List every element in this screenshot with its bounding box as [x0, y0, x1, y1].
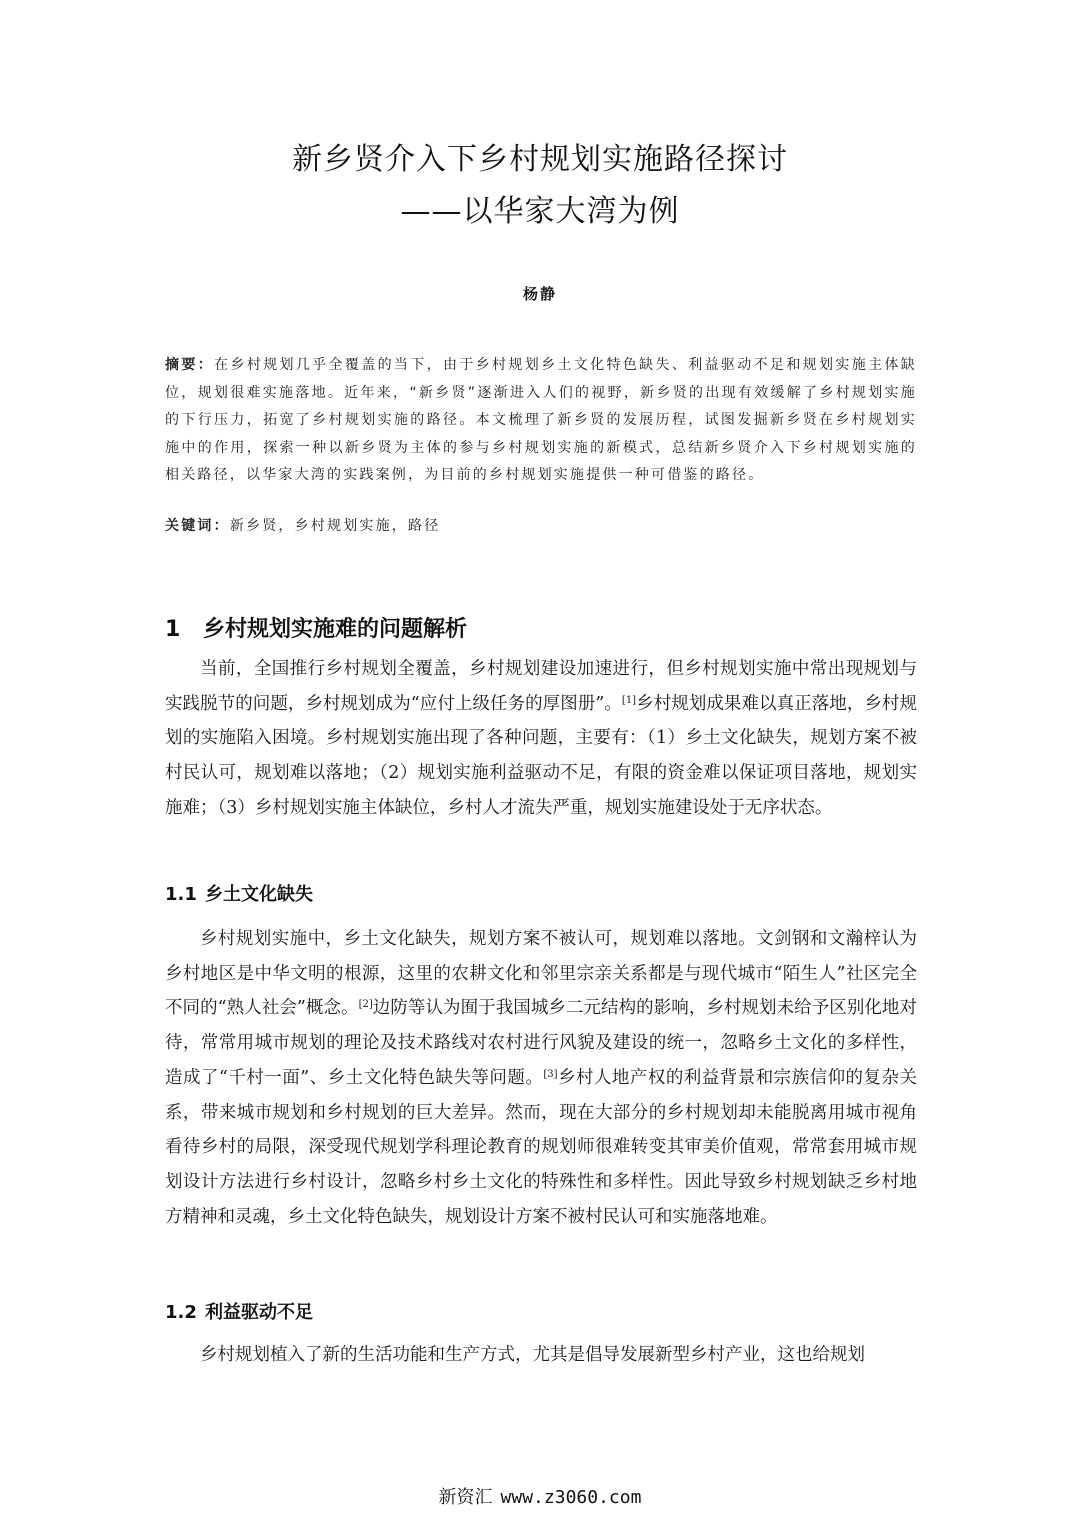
keywords-text: 新乡贤，乡村规划实施，路径	[229, 518, 441, 534]
section-1-number: 1	[165, 617, 181, 642]
paragraph-text: 当前，全国推行乡村规划全覆盖，乡村规划建设加速进行，但乡村规划实施中常出现规划与实践脱节的问题，乡村规划成为“应付上级任务的厚图册”。	[165, 659, 917, 714]
citation-2: [2]	[358, 999, 373, 1011]
section-1-1-title: 乡土文化缺失	[205, 884, 313, 905]
paragraph-text: 乡村规划实施中，乡土文化缺失，规划方案不被认可，规划难以落地。文剑钢和文瀚梓认为乡村地区是中华文明的根源，这里的农耕文化和邻里宗亲关系都是与现代城市“陌生人”社区完全不同的“熟人社会”概念。	[165, 929, 917, 1019]
section-1-paragraph	[165, 652, 917, 826]
citation-1: [1]	[621, 694, 637, 706]
section-1-2-paragraph: 乡村规划植入了新的生活功能和生产方式，尤其是倡导发展新型乡村产业，这也给规划	[200, 1345, 865, 1365]
paper-title: 新乡贤介入下乡村规划实施路径探讨	[292, 142, 788, 177]
section-1-heading	[165, 612, 467, 643]
section-1-1-paragraph	[165, 922, 917, 1234]
keywords-label: 关键词：	[165, 518, 230, 534]
section-1-2-title: 利益驱动不足	[205, 1302, 313, 1323]
footer-watermark	[0, 1483, 1080, 1509]
paragraph-text: 乡村规划成果难以真正落地，乡村规划的实施陷入困境。乡村规划实施出现了各种问题，主要有：（1）乡土文化缺失，规划方案不被村民认可，规划难以落地；（2）规划实施利益驱动不足，有限的资金难以保证项目落地，规划实施难；（3）乡村规划实施主体缺位，乡村人才流失严重，规划实施建设处于无序状态。	[165, 693, 917, 818]
paragraph-text: 乡村人地产权的利益背景和宗族信仰的复杂关系，带来城市规划和乡村规划的巨大差异。然而，现在大部分的乡村规划却未能脱离用城市视角看待乡村的局限，深受现代规划学科理论教育的规划师很难转变其审美价值观，常常套用城市规划设计方法进行乡村设计，忽略乡村乡土文化的特殊性和多样性。因此导致乡村规划缺乏乡村地方精神和灵魂，乡土文化特色缺失，规划设计方案不被村民认可和实施落地难。	[165, 1067, 917, 1227]
section-1-1-heading	[165, 880, 313, 906]
citation-3: [3]	[543, 1068, 558, 1080]
paper-subtitle: ——以华家大湾为例	[400, 194, 680, 229]
footer-url[interactable]: www.z3060.com	[500, 1487, 642, 1508]
section-1-2-heading	[165, 1298, 313, 1324]
keywords	[165, 513, 917, 540]
paragraph-text: 边防等认为囿于我国城乡二元结构的影响，乡村规划未给予区别化地对待，常常用城市规划的理论及技术路线对农村进行风貌及建设的统一，忽略乡土文化的多样性，造成了“千村一面”、乡土文化特色缺失等问题。	[165, 998, 917, 1088]
abstract-text: 在乡村规划几乎全覆盖的当下，由于乡村规划乡土文化特色缺失、利益驱动不足和规划实施主体缺位，规划很难实施落地。近年来，“新乡贤”逐渐进入人们的视野，新乡贤的出现有效缓解了乡村规划实施的下行压力，拓宽了乡村规划实施的路径。本文梳理了新乡贤的发展历程，试图发掘新乡贤在乡村规划实施中的作用，探索一种以新乡贤为主体的参与乡村规划实施的新模式，总结新乡贤介入下乡村规划实施的相关路径，以华家大湾的实践案例，为目前的乡村规划实施提供一种可借鉴的路径。	[165, 357, 917, 483]
section-1-title: 乡村规划实施难的问题解析	[203, 617, 468, 642]
section-1-1-number: 1.1	[165, 884, 197, 905]
footer-brand: 新资汇	[438, 1487, 493, 1508]
author-name: 杨静	[522, 285, 557, 303]
section-1-2-number: 1.2	[165, 1302, 197, 1323]
abstract-label: 摘要：	[165, 357, 215, 373]
abstract	[165, 352, 917, 490]
